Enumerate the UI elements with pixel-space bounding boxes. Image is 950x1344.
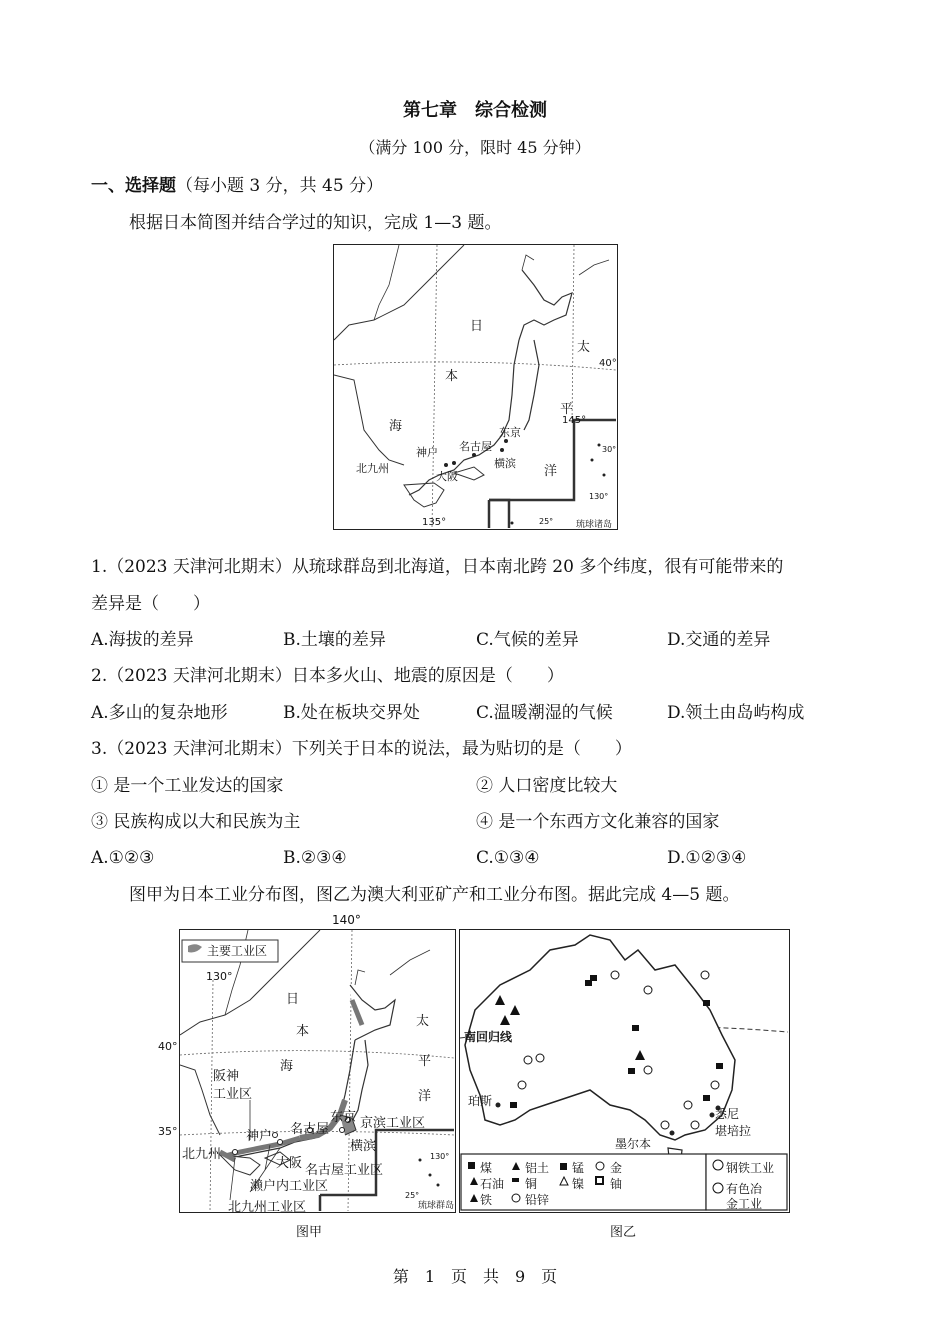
q2-option-d: D.领土由岛屿构成 [667, 703, 805, 723]
jia-label-keihin-zone: 京滨工业区 [360, 1116, 426, 1131]
map1-tick-40: 40° [599, 358, 617, 369]
q3-option-d: D.①②③④ [667, 848, 747, 868]
japan-map-drawing [334, 245, 616, 528]
q3-statement-1: ① 是一个工业发达的国家 [91, 776, 284, 796]
page-subtitle: （满分 100 分，限时 45 分钟） [359, 138, 591, 157]
map1-tick-135: 135° [422, 517, 447, 528]
map1-label-tokyo: 东京 [499, 426, 521, 439]
jia-label-yang: 洋 [418, 1089, 432, 1104]
yi-legend-copper: 铜 [525, 1177, 538, 1191]
q2-option-a: A.多山的复杂地形 [91, 703, 228, 723]
yi-label-perth: 珀斯 [468, 1094, 493, 1108]
yi-legend-coal: 煤 [480, 1161, 493, 1175]
q3-option-c: C.①③④ [476, 848, 540, 868]
section-heading-label: 一、选择题 [91, 176, 176, 196]
yi-label-tropic: 南回归线 [464, 1030, 513, 1044]
map1-label-hai: 海 [389, 419, 403, 434]
q3-option-a: A.①②③ [91, 848, 155, 868]
question-1-stem-cont: 差异是（ ） [91, 594, 210, 614]
intro-text-2: 图甲为日本工业分布图，图乙为澳大利亚矿产和工业分布图。据此完成 4—5 题。 [129, 885, 740, 905]
jia-label-osaka: 大阪 [276, 1156, 303, 1171]
map1-label-ping: 平 [560, 402, 574, 417]
jia-tick-35: 35° [158, 1125, 178, 1138]
jia-label-ri: 日 [286, 992, 300, 1007]
jia-label-tokyo: 东京 [330, 1110, 357, 1125]
q3-statement-3: ③ 民族构成以大和民族为主 [91, 812, 301, 832]
q3-option-b: B.②③④ [283, 848, 347, 868]
map1-label-ryukyu: 琉球诸岛 [576, 520, 613, 530]
map1-label-yang: 洋 [544, 464, 558, 479]
yi-legend-gold: 金 [610, 1161, 623, 1175]
q2-option-b: B.处在板块交界处 [283, 703, 420, 723]
jia-label-hanshin: 阪神 [213, 1069, 240, 1084]
jia-label-hai: 海 [280, 1059, 294, 1074]
jia-label-nagoya: 名古屋 [290, 1122, 330, 1137]
jia-label-kobe: 神户 [246, 1129, 273, 1144]
jia-tick-40: 40° [158, 1040, 178, 1053]
section-heading-note: （每小题 3 分，共 45 分） [176, 176, 384, 196]
jia-label-kitakyushu-zone: 北九州工业区 [228, 1200, 307, 1215]
jia-tick-130-inset: 130° [430, 1152, 450, 1161]
map1-label-kitakyushu: 北九州 [356, 462, 389, 475]
australia-map [459, 929, 790, 1213]
q3-statement-2: ② 人口密度比较大 [476, 776, 618, 796]
jia-tick-25: 25° [405, 1191, 420, 1200]
section-heading [91, 175, 383, 197]
jia-label-yokohama: 横滨 [350, 1139, 377, 1154]
map1-label-nagoya: 名古屋 [459, 440, 492, 453]
q1-option-b: B.土壤的差异 [283, 630, 386, 650]
map1-tick-145: 145° [562, 415, 587, 426]
map1-label-tai: 太 [577, 340, 591, 355]
jia-label-setouchi-zone: 濑户内工业区 [250, 1179, 329, 1194]
yi-legend-nonferrous-2: 金工业 [726, 1197, 763, 1211]
jia-label-kitakyushu: 北九州 [182, 1147, 222, 1162]
page-footer: 第 1 页 共 9 页 [392, 1267, 558, 1286]
jia-label-nagoya-zone: 名古屋工业区 [305, 1163, 384, 1178]
japan-map [333, 244, 618, 530]
yi-legend-iron: 铁 [480, 1193, 493, 1207]
jia-caption: 图甲 [296, 1225, 323, 1240]
yi-legend-oil: 石油 [480, 1177, 505, 1191]
map1-label-ri: 日 [470, 319, 484, 334]
q1-option-d: D.交通的差异 [667, 630, 771, 650]
yi-label-sydney: 悉尼 [715, 1107, 740, 1121]
yi-legend-manganese: 锰 [572, 1161, 585, 1175]
map1-tick-30: 30° [602, 445, 617, 454]
map1-tick-25: 25° [539, 517, 554, 526]
map1-label-osaka: 大阪 [436, 470, 458, 483]
page-title: 第七章 综合检测 [403, 100, 547, 121]
question-3-stem: 3.（2023 天津河北期末）下列关于日本的说法，最为贴切的是（ ） [91, 739, 632, 759]
jia-label-ryukyu: 琉球群岛 [418, 1201, 455, 1211]
jia-legend-industrial-zone: 主要工业区 [207, 944, 268, 958]
intro-text-1: 根据日本简图并结合学过的知识，完成 1—3 题。 [129, 213, 502, 233]
jia-tick-140: 140° [332, 913, 361, 927]
jia-label-ben: 本 [296, 1024, 310, 1039]
question-1-stem: 1.（2023 天津河北期末）从琉球群岛到北海道，日本南北跨 20 多个纬度，很有可能带来的 [91, 557, 784, 577]
yi-legend-bauxite: 铝土 [525, 1161, 550, 1175]
map1-label-kobe: 神户 [416, 446, 438, 459]
yi-legend-nickel: 镍 [572, 1177, 585, 1191]
jia-label-ping: 平 [418, 1054, 432, 1069]
map1-label-ben: 本 [445, 369, 459, 384]
yi-legend-lead-zinc: 铅锌 [525, 1193, 550, 1207]
yi-legend-steel: 钢铁工业 [726, 1161, 775, 1175]
map1-tick-130: 130° [589, 492, 609, 501]
japan-industry-map [158, 929, 456, 1215]
q1-option-c: C.气候的差异 [476, 630, 579, 650]
question-2-stem: 2.（2023 天津河北期末）日本多火山、地震的原因是（ ） [91, 666, 564, 686]
yi-label-melbourne: 墨尔本 [615, 1137, 652, 1151]
jia-label-tai: 太 [416, 1014, 430, 1029]
jia-tick-130: 130° [206, 970, 233, 983]
yi-label-canberra: 堪培拉 [715, 1124, 752, 1138]
map1-label-yokohama: 横滨 [494, 457, 516, 470]
yi-legend-nonferrous-1: 有色冶 [726, 1182, 763, 1196]
yi-caption: 图乙 [610, 1225, 637, 1240]
q1-option-a: A.海拔的差异 [91, 630, 194, 650]
q2-option-c: C.温暖潮湿的气候 [476, 703, 613, 723]
yi-legend-uranium: 铀 [610, 1177, 623, 1191]
jia-label-hanshin-zone: 工业区 [213, 1087, 253, 1102]
q3-statement-4: ④ 是一个东西方文化兼容的国家 [476, 812, 720, 832]
